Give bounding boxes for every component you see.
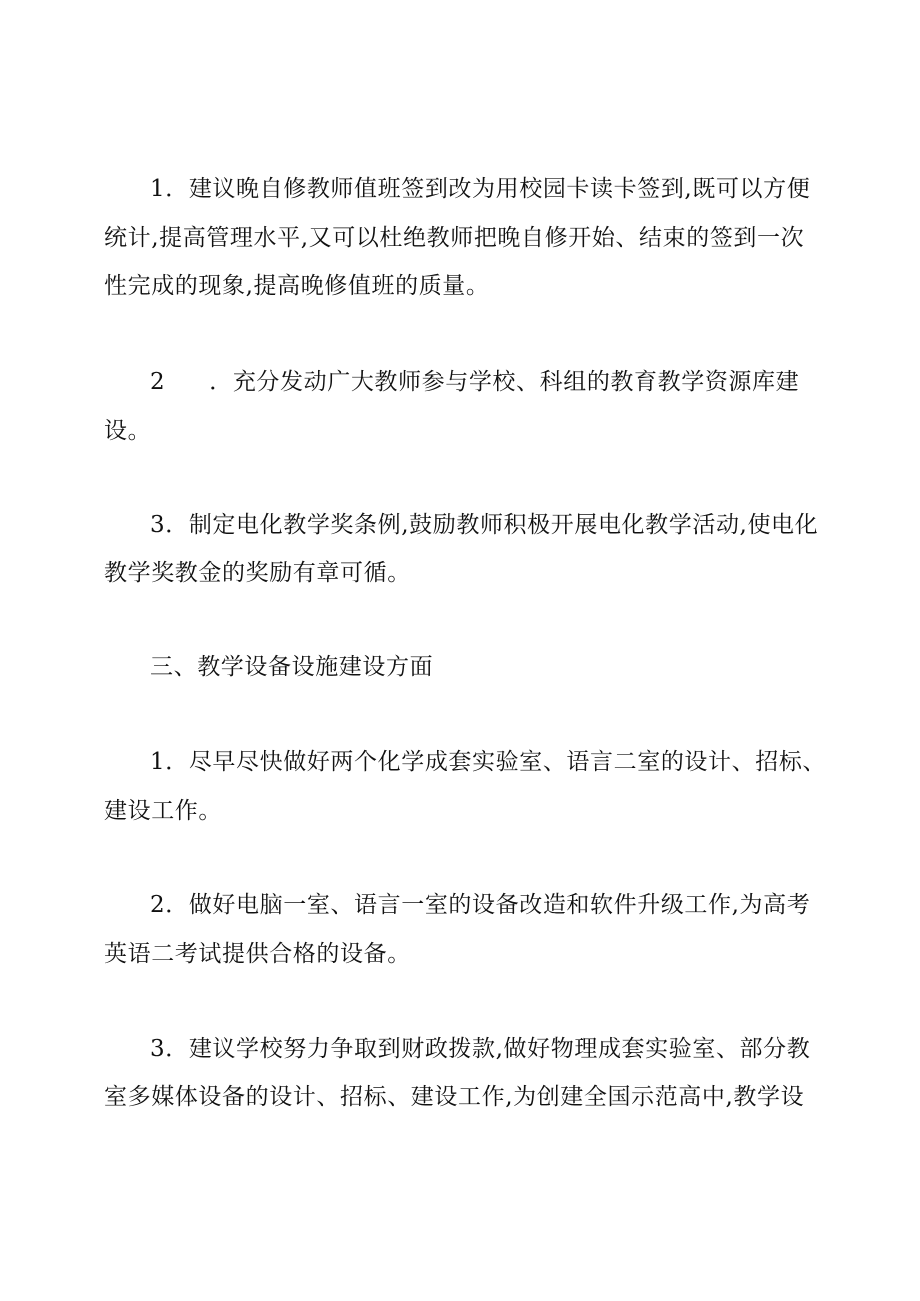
paragraph-6-line-2: 室多媒体设备的设计、招标、建设工作,为创建全国示范高中,教学设 <box>104 1084 805 1110</box>
paragraph-4-line-2: 建设工作。 <box>104 798 222 824</box>
paragraph-5-line-2: 英语二考试提供合格的设备。 <box>104 941 411 967</box>
paragraph-4-line-1: 1．尽早尽快做好两个化学成套实验室、语言二室的设计、招标、 <box>150 749 827 775</box>
paragraph-1-line-2: 统计,提高管理水平,又可以杜绝教师把晚自修开始、结束的签到一次 <box>104 225 805 251</box>
paragraph-2-line-1 <box>150 367 799 397</box>
paragraph-5-line-1: 2．做好电脑一室、语言一室的设备改造和软件升级工作,为高考 <box>150 892 811 918</box>
paragraph-2-line-2: 设。 <box>104 418 152 444</box>
section-heading: 三、教学设备设施建设方面 <box>150 654 434 680</box>
paragraph-3-line-2: 教学奖教金的奖励有章可循。 <box>104 560 411 586</box>
paragraph-1-line-3: 性完成的现象,提高晚修值班的质量。 <box>104 273 490 299</box>
paragraph-1-line-1: 1．建议晚自修教师值班签到改为用校园卡读卡签到,既可以方便 <box>150 176 811 202</box>
paragraph-3-line-1: 3．制定电化教学奖条例,鼓励教师积极开展电化教学活动,使电化 <box>150 512 819 538</box>
paragraph-2-number: 2 <box>150 369 166 395</box>
paragraph-2-text: ．充分发动广大教师参与学校、科组的教育教学资源库建 <box>209 369 800 395</box>
paragraph-6-line-1: 3．建议学校努力争取到财政拨款,做好物理成套实验室、部分教 <box>150 1036 811 1062</box>
